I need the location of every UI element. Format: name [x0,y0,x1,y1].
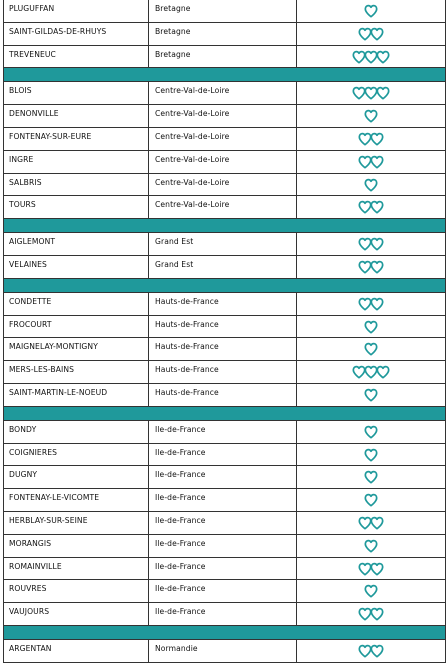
heart-icon [377,365,389,384]
city-cell [4,151,149,173]
heart-icon [371,155,383,174]
city-name: PLUGUFFAN [9,4,55,13]
region-name: Bretagne [155,26,191,36]
heart-rating [297,236,445,254]
region-cell [149,338,297,360]
rating-cell [297,46,445,68]
city-cell [4,558,149,580]
city-cell [4,361,149,383]
rating-cell [297,640,445,662]
heart-icon [377,50,389,69]
city-name: CONDETTE [9,296,52,306]
heart-icon [371,132,383,151]
heart-icon [365,539,377,558]
region-cell [149,558,297,580]
heart-icon [371,562,383,581]
heart-icon [371,260,383,279]
rating-cell [297,384,445,406]
region-cell [149,466,297,488]
region-name: Centre-Val-de-Loire [155,154,230,164]
rating-cell [297,0,445,22]
rating-cell [297,316,445,338]
rating-cell [297,174,445,196]
city-cell [4,316,149,338]
region-name: Centre-Val-de-Loire [155,131,230,141]
city-cell [4,338,149,360]
heart-rating [297,447,445,465]
heart-rating [297,3,445,21]
heart-rating [297,387,445,405]
table-row [4,421,445,444]
city-name: HERBLAY-SUR-SEINE [9,515,88,525]
heart-rating [297,131,445,149]
table-row [4,444,445,467]
table-row [4,558,445,581]
table-row [4,580,445,603]
heart-icon [371,200,383,219]
city-name: MORANGIS [9,538,52,548]
city-name: ROUVRES [9,584,47,594]
city-name: INGRE [9,154,34,164]
heart-icon [365,425,377,444]
region-name: Hauts-de-France [155,296,219,306]
region-cell [149,512,297,534]
heart-rating [297,515,445,533]
table-row [4,489,445,512]
region-name: Centre-Val-de-Loire [155,177,230,187]
region-cell [149,421,297,443]
heart-rating [297,561,445,579]
region-name: Bretagne [155,4,191,13]
heart-rating [297,469,445,487]
region-name: Ile-de-France [155,447,206,457]
region-cell [149,105,297,127]
region-name: Hauts-de-France [155,387,219,397]
region-name: Hauts-de-France [155,342,219,352]
heart-rating [297,259,445,277]
city-name: MAIGNELAY-MONTIGNY [9,342,98,352]
rating-cell [297,444,445,466]
region-cell [149,233,297,255]
rating-cell [297,361,445,383]
table-row [4,151,445,174]
city-cell [4,196,149,218]
table-row [4,46,445,69]
city-name: VELAINES [9,259,47,269]
rating-cell [297,82,445,104]
region-separator [4,219,445,233]
region-cell [149,23,297,45]
city-cell [4,0,149,22]
heart-rating [297,296,445,314]
rating-cell [297,128,445,150]
table-row [4,105,445,128]
rating-cell [297,233,445,255]
region-name: Ile-de-France [155,561,206,571]
region-name: Ile-de-France [155,493,206,503]
city-cell [4,580,149,602]
city-cell [4,489,149,511]
table-row [4,384,445,407]
region-name: Centre-Val-de-Loire [155,109,230,119]
heart-rating [297,538,445,556]
city-cell [4,466,149,488]
table-row [4,233,445,256]
rating-cell [297,558,445,580]
city-cell [4,82,149,104]
heart-icon [371,516,383,535]
table-row [4,196,445,219]
rating-cell [297,23,445,45]
region-name: Ile-de-France [155,470,206,480]
heart-icon [371,27,383,46]
city-cell [4,444,149,466]
region-cell [149,603,297,625]
table-row [4,82,445,105]
region-cell [149,316,297,338]
heart-rating [297,424,445,442]
heart-rating [297,643,445,661]
heart-rating [297,341,445,359]
table-row [4,293,445,316]
table-row [4,512,445,535]
rating-cell [297,105,445,127]
region-name: Ile-de-France [155,538,206,548]
city-cell [4,640,149,662]
heart-rating [297,26,445,44]
region-separator [4,626,445,640]
region-name: Centre-Val-de-Loire [155,86,230,96]
city-cell [4,105,149,127]
region-cell [149,128,297,150]
heart-icon [371,297,383,316]
heart-icon [371,644,383,663]
heart-rating [297,49,445,67]
heart-icon [365,388,377,407]
region-cell [149,174,297,196]
city-name: SALBRIS [9,177,42,187]
heart-rating [297,108,445,126]
heart-rating [297,177,445,195]
region-cell [149,361,297,383]
city-cell [4,603,149,625]
heart-icon [365,584,377,603]
city-name: DENONVILLE [9,109,59,119]
heart-icon [365,448,377,467]
table-row [4,535,445,558]
city-name: BONDY [9,424,37,434]
heart-icon [365,320,377,339]
table-row [4,466,445,489]
table-row [4,316,445,339]
region-cell [149,46,297,68]
rating-cell [297,603,445,625]
region-name: Ile-de-France [155,584,206,594]
rating-cell [297,580,445,602]
city-name: AIGLEMONT [9,237,56,247]
heart-rating [297,364,445,382]
rating-cell [297,466,445,488]
heart-rating [297,85,445,103]
heart-rating [297,319,445,337]
city-name: SAINT-GILDAS-DE-RHUYS [9,26,107,36]
city-cell [4,384,149,406]
region-name: Hauts-de-France [155,319,219,329]
heart-icon [365,493,377,512]
table-row [4,640,445,663]
table-row [4,128,445,151]
table-row [4,256,445,279]
city-name: FONTENAY-LE-VICOMTE [9,493,100,503]
city-cell [4,293,149,315]
city-name: ROMAINVILLE [9,561,62,571]
table-row [4,361,445,384]
rating-cell [297,293,445,315]
region-name: Ile-de-France [155,607,206,617]
region-name: Bretagne [155,49,191,59]
rating-cell [297,196,445,218]
city-name: MERS-LES-BAINS [9,365,75,375]
city-name: COIGNIERES [9,447,58,457]
heart-rating [297,583,445,601]
rating-cell [297,489,445,511]
city-cell [4,46,149,68]
heart-icon [365,4,377,23]
region-name: Hauts-de-France [155,365,219,375]
rating-cell [297,256,445,278]
heart-icon [371,237,383,256]
heart-icon [365,109,377,128]
heart-rating [297,606,445,624]
region-name: Normandie [155,643,198,653]
region-separator [4,407,445,421]
region-name: Grand Est [155,259,194,269]
city-cell [4,174,149,196]
table-row [4,338,445,361]
region-cell [149,82,297,104]
region-cell [149,293,297,315]
heart-icon [371,607,383,626]
city-name: DUGNY [9,470,38,480]
region-cell [149,580,297,602]
city-name: TOURS [9,200,36,210]
city-cell [4,23,149,45]
city-cell [4,512,149,534]
heart-icon [365,178,377,197]
region-name: Ile-de-France [155,424,206,434]
region-cell [149,640,297,662]
rating-cell [297,338,445,360]
region-cell [149,256,297,278]
rating-cell [297,151,445,173]
region-cell [149,384,297,406]
heart-rating [297,154,445,172]
rating-cell [297,535,445,557]
city-name: FONTENAY-SUR-EURE [9,131,92,141]
city-cell [4,128,149,150]
heart-icon [365,342,377,361]
region-cell [149,489,297,511]
rating-cell [297,421,445,443]
city-cell [4,535,149,557]
region-name: Centre-Val-de-Loire [155,200,230,210]
region-cell [149,151,297,173]
city-name: VAUJOURS [9,607,50,617]
heart-icon [377,86,389,105]
rating-cell [297,512,445,534]
city-name: SAINT-MARTIN-LE-NOEUD [9,387,108,397]
heart-icon [365,470,377,489]
city-name: BLOIS [9,86,32,96]
city-cell [4,256,149,278]
region-separator [4,279,445,293]
city-cell [4,421,149,443]
city-name: TREVENEUC [9,49,56,59]
city-name: FROCOURT [9,319,52,329]
region-cell [149,0,297,22]
table-row [4,23,445,46]
heart-rating [297,199,445,217]
heart-rating [297,492,445,510]
region-cell [149,535,297,557]
region-name: Grand Est [155,237,194,247]
table-row [4,0,445,23]
city-cell [4,233,149,255]
region-name: Ile-de-France [155,515,206,525]
towns-table [3,0,446,663]
region-cell [149,196,297,218]
table-row [4,603,445,626]
region-cell [149,444,297,466]
region-separator [4,68,445,82]
table-row [4,174,445,197]
city-name: ARGENTAN [9,643,52,653]
